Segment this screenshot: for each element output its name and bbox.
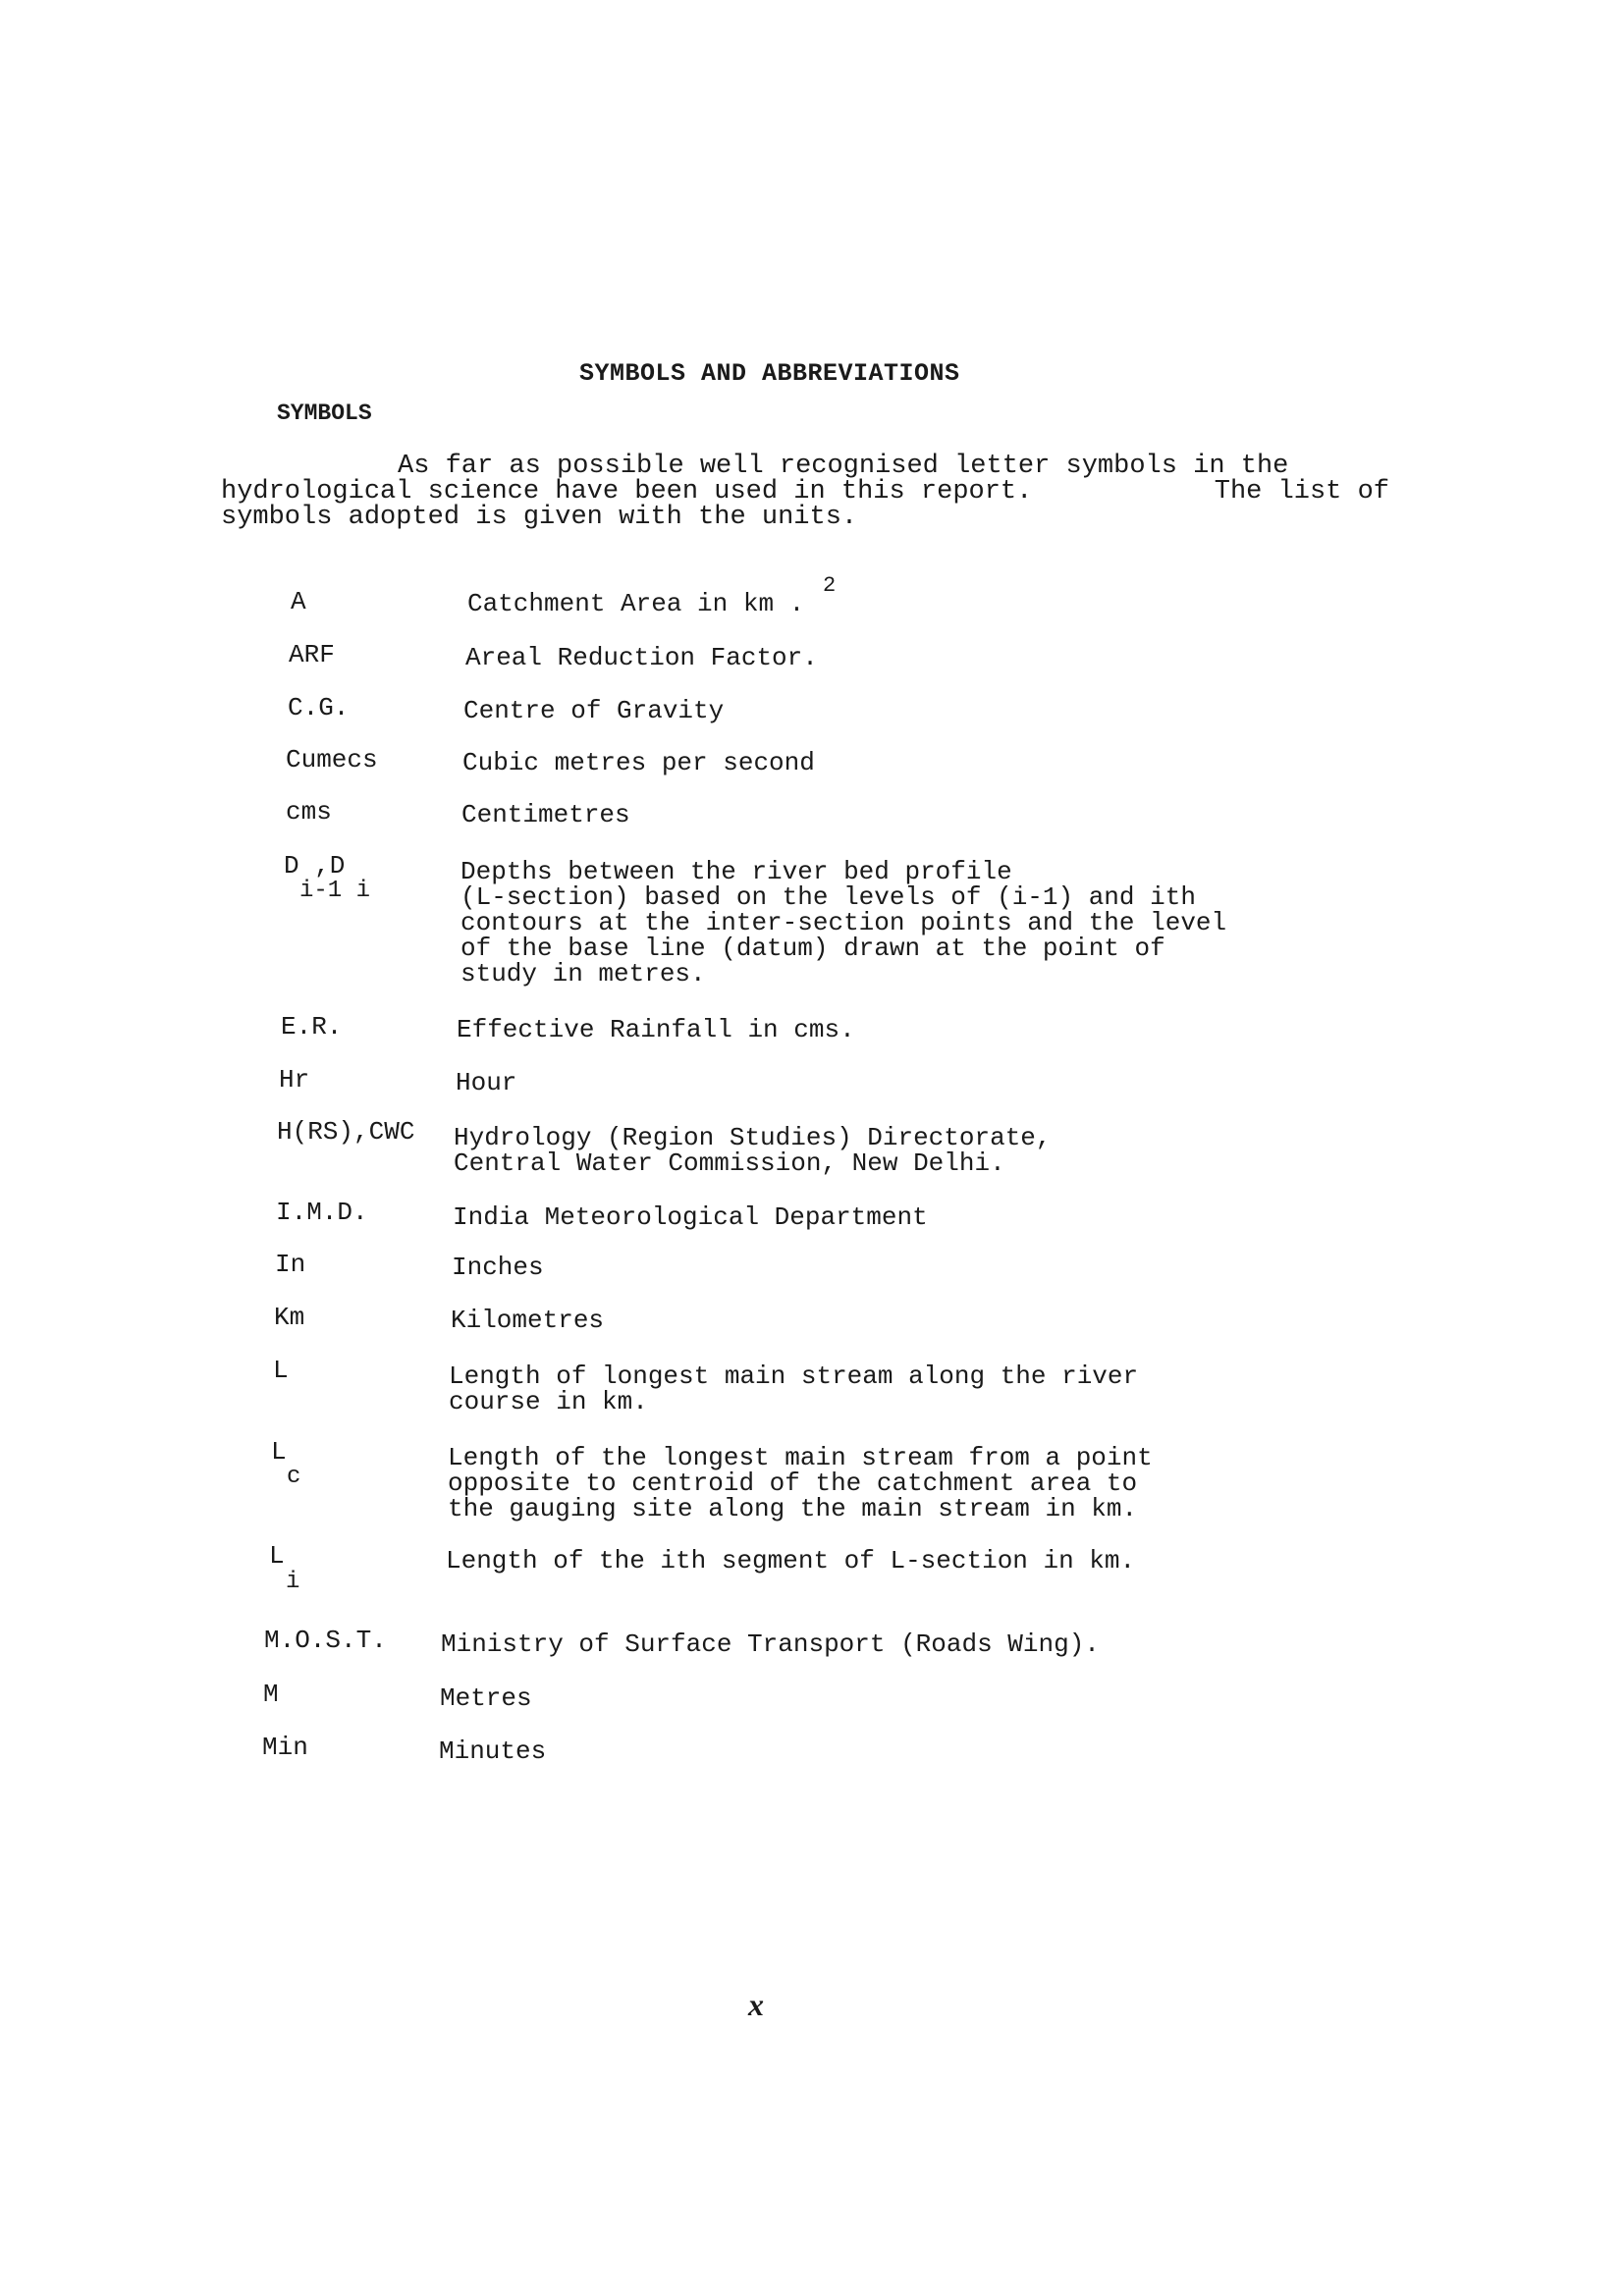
symbol-term: L <box>269 1541 285 1571</box>
symbol-entry <box>274 1305 1158 1344</box>
symbol-term: In <box>275 1250 306 1279</box>
definition-line: Length of the longest main stream from a point <box>448 1443 1153 1472</box>
symbol-definition: Inches <box>452 1253 544 1282</box>
page-number: x <box>748 1987 764 2022</box>
intro-line: As far as possible well recognised letter symbols in the <box>398 452 1289 481</box>
symbol-definition: Metres <box>440 1683 532 1713</box>
symbol-entry <box>284 853 1364 1000</box>
symbol-term: A <box>291 587 306 616</box>
symbol-entry <box>271 1439 1351 1537</box>
symbol-definition: Areal Reduction Factor. <box>465 643 818 672</box>
intro-paragraph <box>221 454 1389 530</box>
definition-line: the gauging site along the main stream in km. <box>448 1494 1138 1523</box>
symbol-definition: Minutes <box>439 1736 547 1766</box>
symbol-term: cms <box>286 797 332 827</box>
symbol-entry <box>269 1543 1349 1602</box>
symbol-term: Min <box>262 1733 308 1762</box>
symbol-definition: Centre of Gravity <box>463 696 725 725</box>
section-heading: SYMBOLS <box>277 400 372 426</box>
symbol-definition: Centimetres <box>461 800 630 829</box>
definition-line: opposite to centroid of the catchment area to <box>448 1468 1138 1498</box>
page-title: SYMBOLS AND ABBREVIATIONS <box>579 359 960 388</box>
definition-line: (L-section) based on the levels of (i-1) and ith <box>460 882 1196 912</box>
definition-line: Length of longest main stream along the river <box>449 1362 1139 1391</box>
symbol-entry <box>281 1014 1164 1053</box>
symbol-subscript: i-1 i <box>299 878 371 904</box>
definition-line: contours at the inter-section points and the level <box>460 908 1227 937</box>
intro-line <box>221 479 1389 505</box>
symbol-term: L <box>271 1437 287 1467</box>
symbol-definition: India Meteorological Department <box>453 1202 928 1232</box>
symbol-entry <box>263 1682 1147 1721</box>
symbol-definition: Cubic metres per second <box>462 748 815 777</box>
symbol-entry <box>288 695 1171 734</box>
symbol-entry <box>277 1119 1357 1188</box>
symbol-definition: Effective Rainfall in cms. <box>457 1015 855 1044</box>
symbol-subscript: c <box>287 1464 301 1490</box>
symbol-definition <box>448 1445 1153 1522</box>
symbol-definition: Ministry of Surface Transport (Roads Wing). <box>441 1629 1100 1659</box>
symbol-definition: Kilometres <box>451 1306 605 1335</box>
symbol-term: C.G. <box>288 693 350 722</box>
symbol-entry <box>262 1735 1146 1774</box>
definition-line: course in km. <box>449 1387 648 1416</box>
symbol-definition: Catchment Area in km . <box>467 589 805 618</box>
definition-line: Hydrology (Region Studies) Directorate, <box>454 1123 1052 1152</box>
symbol-term: Cumecs <box>286 745 378 774</box>
unit-superscript: 2 <box>823 573 837 598</box>
symbol-entry <box>279 1067 1163 1106</box>
symbol-definition <box>449 1363 1138 1415</box>
intro-line-tail: The list of <box>1214 477 1389 507</box>
symbol-term: L <box>273 1356 289 1385</box>
symbol-term: ARF <box>289 640 335 669</box>
symbol-entry <box>286 747 1169 786</box>
symbol-subscript: i <box>286 1569 300 1595</box>
symbol-entry <box>286 799 1169 838</box>
symbol-term: I.M.D. <box>276 1198 368 1227</box>
symbol-term: M <box>263 1680 279 1709</box>
symbol-entry <box>275 1252 1159 1291</box>
definition-line: Depths between the river bed profile <box>460 857 1012 886</box>
symbol-term: D ,D <box>284 851 346 881</box>
symbol-term: M.O.S.T. <box>264 1626 387 1655</box>
definition-line: of the base line (datum) drawn at the point of <box>460 934 1165 963</box>
intro-line-text: hydrological science have been used in this report. <box>221 477 1033 507</box>
symbol-term: E.R. <box>281 1012 343 1041</box>
symbol-term: Hr <box>279 1065 310 1095</box>
symbol-definition: Length of the ith segment of L-section in km. <box>446 1546 1136 1575</box>
definition-line: Central Water Commission, New Delhi. <box>454 1148 1005 1178</box>
symbol-entry <box>276 1200 1160 1239</box>
symbol-definition: Hour <box>456 1068 517 1097</box>
symbol-term: H(RS),CWC <box>277 1117 415 1147</box>
symbol-entry <box>273 1358 1353 1426</box>
symbol-entry <box>291 573 1174 628</box>
symbol-definition <box>460 859 1226 987</box>
symbol-definition <box>454 1125 1052 1176</box>
symbol-term: Km <box>274 1303 305 1332</box>
definition-line: study in metres. <box>460 959 706 988</box>
intro-line: symbols adopted is given with the units. <box>221 503 858 532</box>
symbol-entry <box>289 642 1172 681</box>
symbol-entry <box>264 1628 1344 1667</box>
